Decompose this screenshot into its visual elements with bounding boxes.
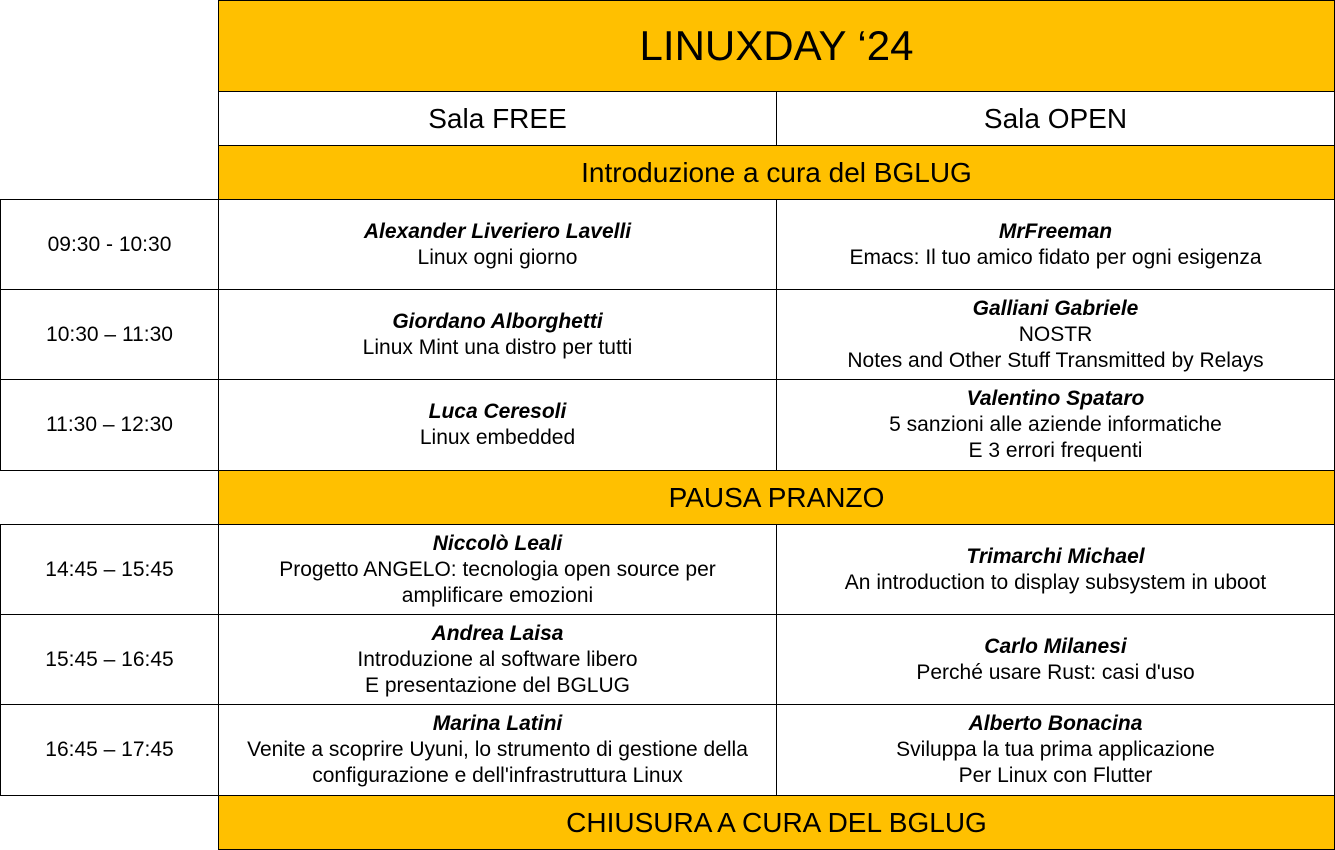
talk-subtitle: Notes and Other Stuff Transmitted by Relays: [847, 348, 1264, 372]
talk-cell-free: [218, 704, 777, 796]
time-slot: [0, 614, 219, 705]
time-slot: [0, 289, 219, 380]
time-label: 14:45 – 15:45: [45, 557, 174, 581]
talk-title: Linux ogni giorno: [417, 245, 578, 269]
time-slot: [0, 199, 219, 290]
talk-cell-open: [776, 524, 1335, 615]
talk-cell-free: [218, 524, 777, 615]
talk-cell-free: [218, 289, 777, 380]
speaker-name: Carlo Milanesi: [984, 634, 1127, 658]
time-label: 11:30 – 12:30: [46, 413, 173, 436]
schedule-title: [218, 0, 1335, 92]
lunch-banner: [218, 470, 1335, 525]
speaker-name: MrFreeman: [998, 219, 1113, 243]
talk-cell-open: [776, 614, 1335, 705]
speaker-name: Alberto Bonacina: [968, 712, 1143, 735]
talk-subtitle: E 3 errori frequenti: [968, 439, 1143, 462]
room-header-open: [776, 91, 1335, 146]
talk-title: Linux Mint una distro per tutti: [362, 335, 633, 359]
room-name: Sala FREE: [428, 102, 567, 134]
talk-cell-free: [218, 379, 777, 471]
talk-cell-open: [776, 379, 1335, 471]
talk-title: Perché usare Rust: casi d'uso: [916, 660, 1195, 684]
talk-title: Introduzione al software libero: [357, 647, 638, 671]
time-label: 10:30 – 11:30: [46, 322, 173, 346]
talk-subtitle: configurazione e dell'infrastruttura Linux: [312, 764, 683, 787]
talk-cell-open: [776, 704, 1335, 796]
talk-cell-open: [776, 199, 1335, 290]
talk-title: Emacs: Il tuo amico fidato per ogni esigenza: [849, 245, 1262, 269]
lunch-text: PAUSA PRANZO: [668, 481, 885, 513]
speaker-name: Niccolò Leali: [432, 531, 563, 555]
intro-text: Introduzione a cura del BGLUG: [581, 156, 972, 188]
speaker-name: Andrea Laisa: [431, 621, 564, 645]
time-slot: [0, 524, 219, 615]
schedule-title-text: LINUXDAY ‘24: [639, 22, 914, 69]
talk-title: Venite a scoprire Uyuni, lo strumento di gestione della: [247, 738, 748, 761]
speaker-name: Marina Latini: [432, 712, 563, 735]
talk-title: Sviluppa la tua prima applicazione: [896, 738, 1215, 761]
talk-cell-free: [218, 614, 777, 705]
room-name: Sala OPEN: [983, 102, 1128, 134]
talk-title: An introduction to display subsystem in uboot: [844, 570, 1267, 594]
talk-subtitle: Per Linux con Flutter: [958, 764, 1153, 787]
time-slot: [0, 704, 219, 796]
time-slot: [0, 379, 219, 471]
talk-title: NOSTR: [1018, 322, 1093, 346]
intro-banner: [218, 145, 1335, 200]
talk-subtitle: E presentazione del BGLUG: [365, 673, 630, 697]
speaker-name: Galliani Gabriele: [972, 296, 1139, 320]
speaker-name: Giordano Alborghetti: [392, 309, 603, 333]
speaker-name: Alexander Liveriero Lavelli: [363, 219, 632, 243]
talk-title: Linux embedded: [419, 426, 576, 449]
talk-cell-free: [218, 199, 777, 290]
time-label: 16:45 – 17:45: [45, 738, 174, 761]
talk-title: Progetto ANGELO: tecnologia open source per: [279, 557, 716, 581]
time-label: 15:45 – 16:45: [45, 647, 174, 671]
closing-text: CHIUSURA A CURA DEL BGLUG: [566, 806, 987, 838]
speaker-name: Valentino Spataro: [966, 387, 1145, 410]
closing-banner: [218, 795, 1335, 850]
talk-subtitle: amplificare emozioni: [401, 583, 594, 607]
room-header-free: [218, 91, 777, 146]
talk-title: 5 sanzioni alle aziende informatiche: [889, 413, 1222, 436]
talk-cell-open: [776, 289, 1335, 380]
speaker-name: Trimarchi Michael: [966, 544, 1145, 568]
speaker-name: Luca Ceresoli: [428, 400, 567, 423]
time-label: 09:30 - 10:30: [47, 232, 172, 256]
